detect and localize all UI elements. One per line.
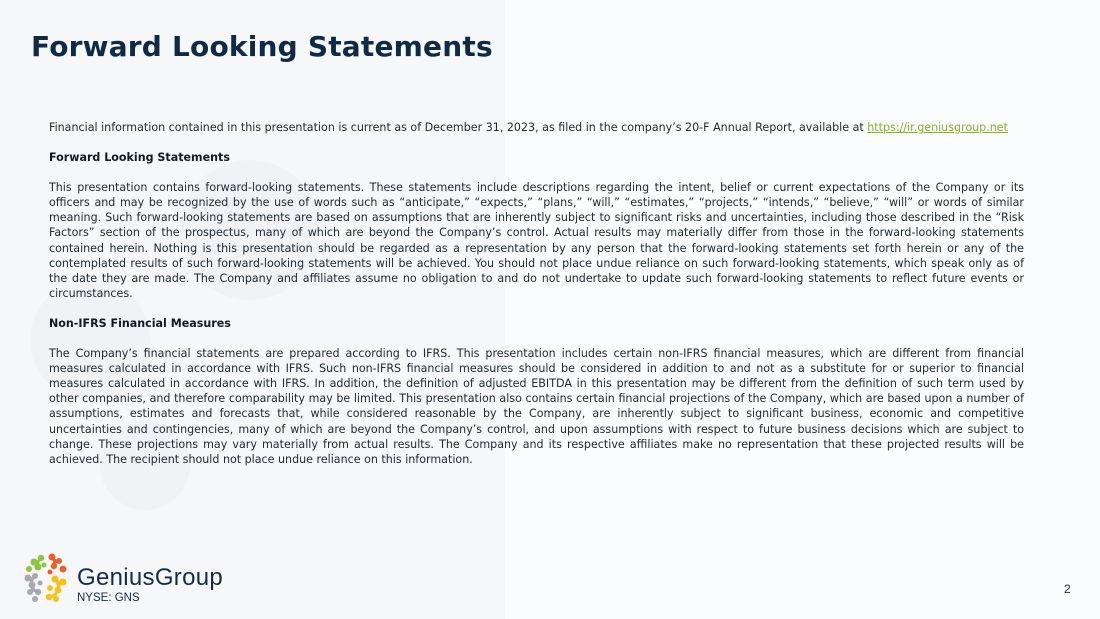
page-number: 2 [1064, 582, 1071, 596]
stock-ticker: NYSE: GNS [77, 592, 140, 604]
genius-group-molecule-icon [20, 550, 76, 606]
disclaimer-content [49, 120, 1024, 482]
section-body-forward-looking: This presentation contains forward-looking statements. These statements include descriptions regarding the intent, belief or current expectations of the Company or its officers and may be recognized by the use of words such as “anticipate,” “expects,” “plans,” “will,” “estimates,” “projects,” “intends,” “believe,” “will” or words of similar meaning. Such forward-looking statements are based on assumptions that are inherently subject to significant risks and uncertainties, including those described in the “Risk Factors” section of the prospectus, many of which are beyond the Company’s control. Actual results may materially differ from those in the forward-looking statements contained herein. Nothing is this presentation should be regarded as a representation by any person that the forward-looking statements set forth herein or any of the contemplated results of such forward-looking statements will be achieved. You should not place undue reliance on such forward-looking statements, which speak only as of the date they are made. The Company and affiliates assume no obligation to and do not undertake to update such forward-looking statements to reflect future events or circumstances. [49, 181, 1024, 300]
intro-text: Financial information contained in this presentation is current as of December 31, 2023, as filed in the company’s 20-F Annual Report, available at [49, 121, 868, 134]
intro-paragraph [49, 120, 1024, 135]
investor-relations-link[interactable]: https://ir.geniusgroup.net [867, 121, 1008, 134]
section-body-non-ifrs: The Company’s financial statements are prepared according to IFRS. This presentation includes certain non-IFRS financial measures, which are different from financial measures calculated in accordance with IFRS. Such non-IFRS financial measures should be considered in addition to and not as a substitute for or superior to financial measures calculated in accordance with IFRS. In addition, the definition of adjusted EBITDA in this presentation may be different from the definition of such term used by other companies, and therefore comparability may be limited. This presentation also contains certain financial projections of the Company, which are based upon a number of assumptions, estimates and forecasts that, while considered reasonable by the Company, are inherently subject to significant business, economic and competitive uncertainties and contingencies, many of which are beyond the Company’s control, and upon assumptions with respect to future business decisions which are subject to change. These projections may vary materially from actual results. The Company and its respective affiliates make no representation that these projected results will be achieved. The recipient should not place undue reliance on this information. [49, 347, 1024, 466]
section-heading-forward-looking: Forward Looking Statements [49, 151, 230, 165]
brand-name: GeniusGroup [77, 564, 224, 591]
section-heading-non-ifrs: Non-IFRS Financial Measures [49, 316, 231, 330]
company-logo [20, 550, 250, 610]
slide-title: Forward Looking Statements [31, 30, 493, 63]
